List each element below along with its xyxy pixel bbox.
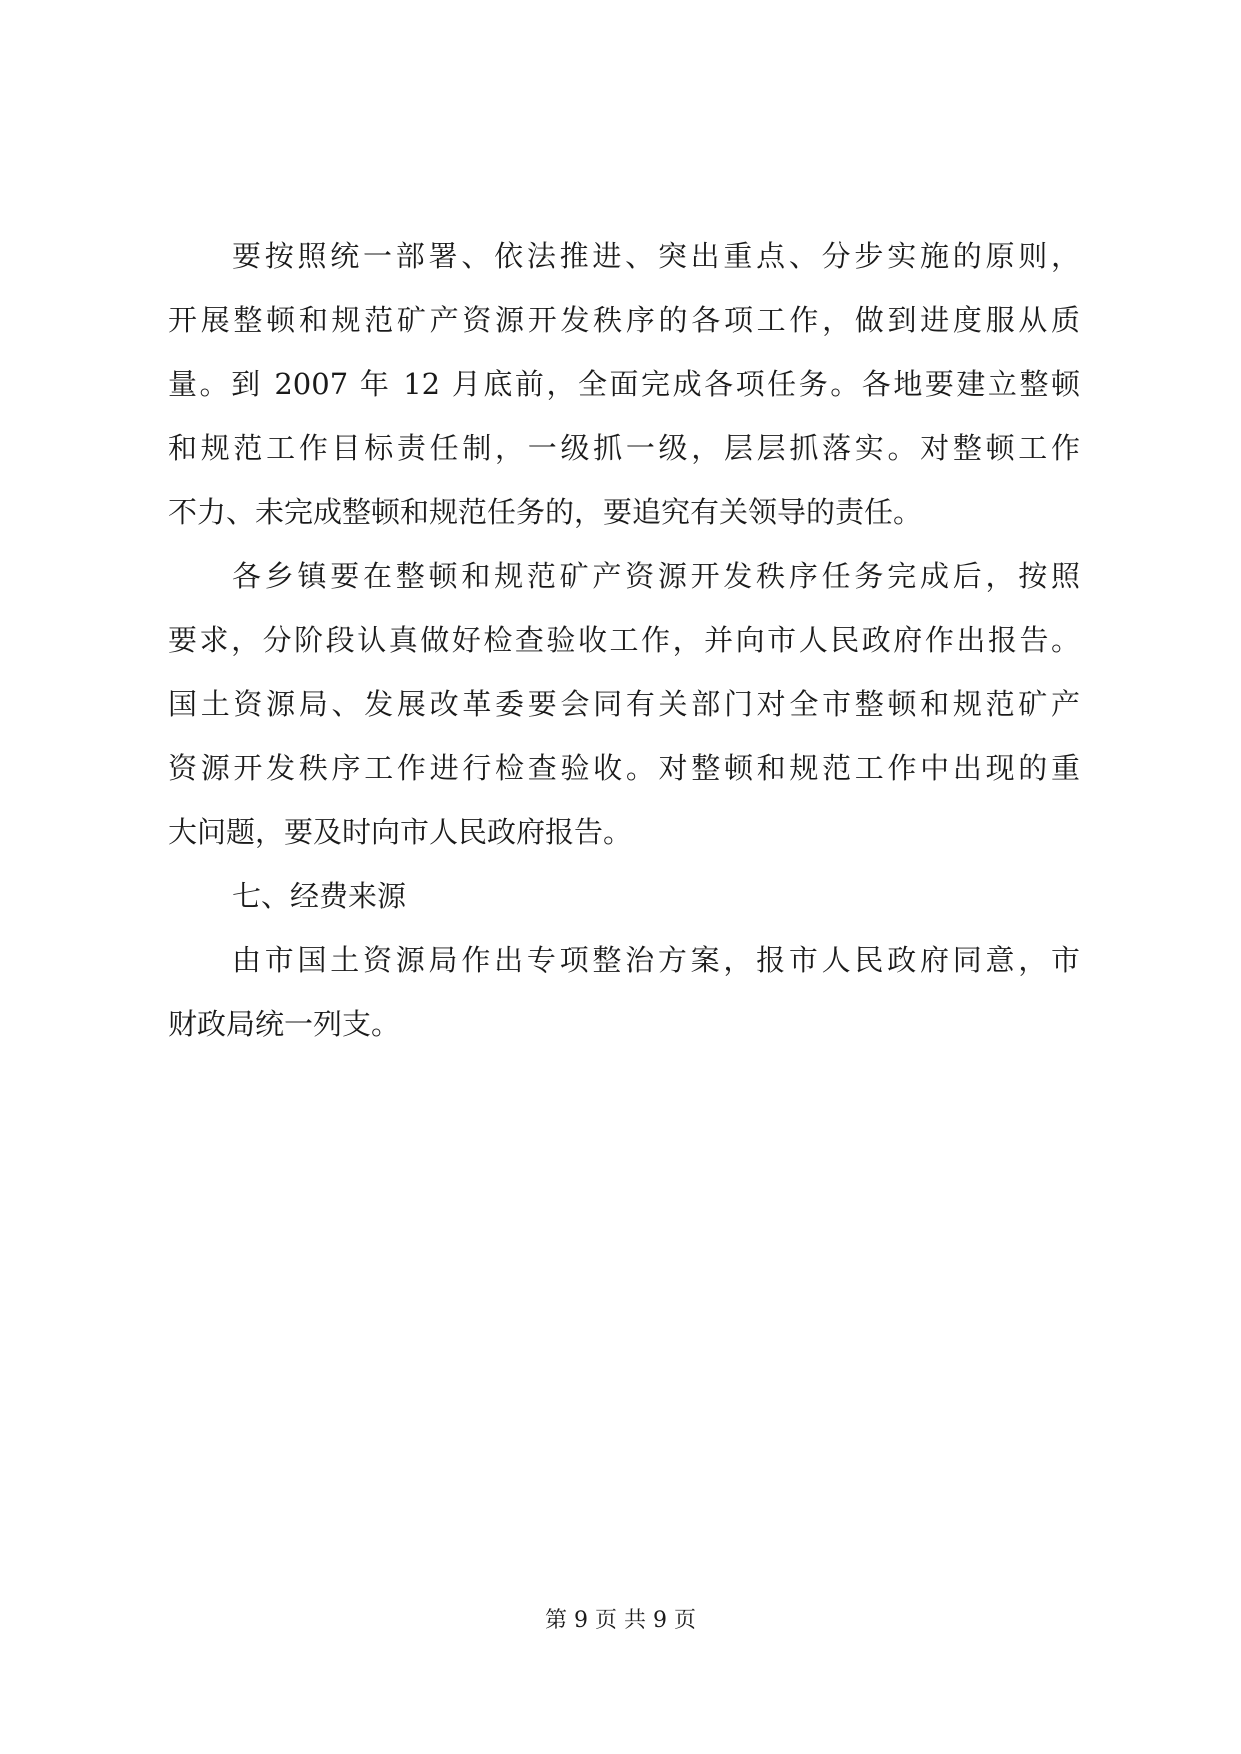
- section-heading: 七、经费来源: [232, 879, 407, 913]
- paragraph-line: 要按照统一部署、依法推进、突出重点、分步实施的原则，: [232, 239, 1080, 273]
- paragraph-line: 资源开发秩序工作进行检查验收。对整顿和规范工作中出现的重: [168, 751, 1080, 785]
- paragraph-line: 国土资源局、发展改革委要会同有关部门对全市整顿和规范矿产: [168, 687, 1080, 721]
- paragraph-line: 开展整顿和规范矿产资源开发秩序的各项工作，做到进度服从质: [168, 303, 1080, 337]
- paragraph-line: 量。到 2007 年 12 月底前，全面完成各项任务。各地要建立整顿: [168, 367, 1080, 401]
- page-number-footer: 第 9 页 共 9 页: [545, 1608, 696, 1633]
- paragraph-line: 和规范工作目标责任制，一级抓一级，层层抓落实。对整顿工作: [168, 431, 1080, 465]
- paragraph-line: 大问题，要及时向市人民政府报告。: [168, 815, 633, 849]
- paragraph-line: 要求，分阶段认真做好检查验收工作，并向市人民政府作出报告。: [168, 623, 1080, 657]
- paragraph-line: 不力、未完成整顿和规范任务的，要追究有关领导的责任。: [168, 495, 923, 529]
- paragraph-line: 财政局统一列支。: [168, 1007, 401, 1041]
- paragraph-line: 由市国土资源局作出专项整治方案，报市人民政府同意，市: [232, 943, 1080, 977]
- paragraph-line: 各乡镇要在整顿和规范矿产资源开发秩序任务完成后，按照: [232, 559, 1080, 593]
